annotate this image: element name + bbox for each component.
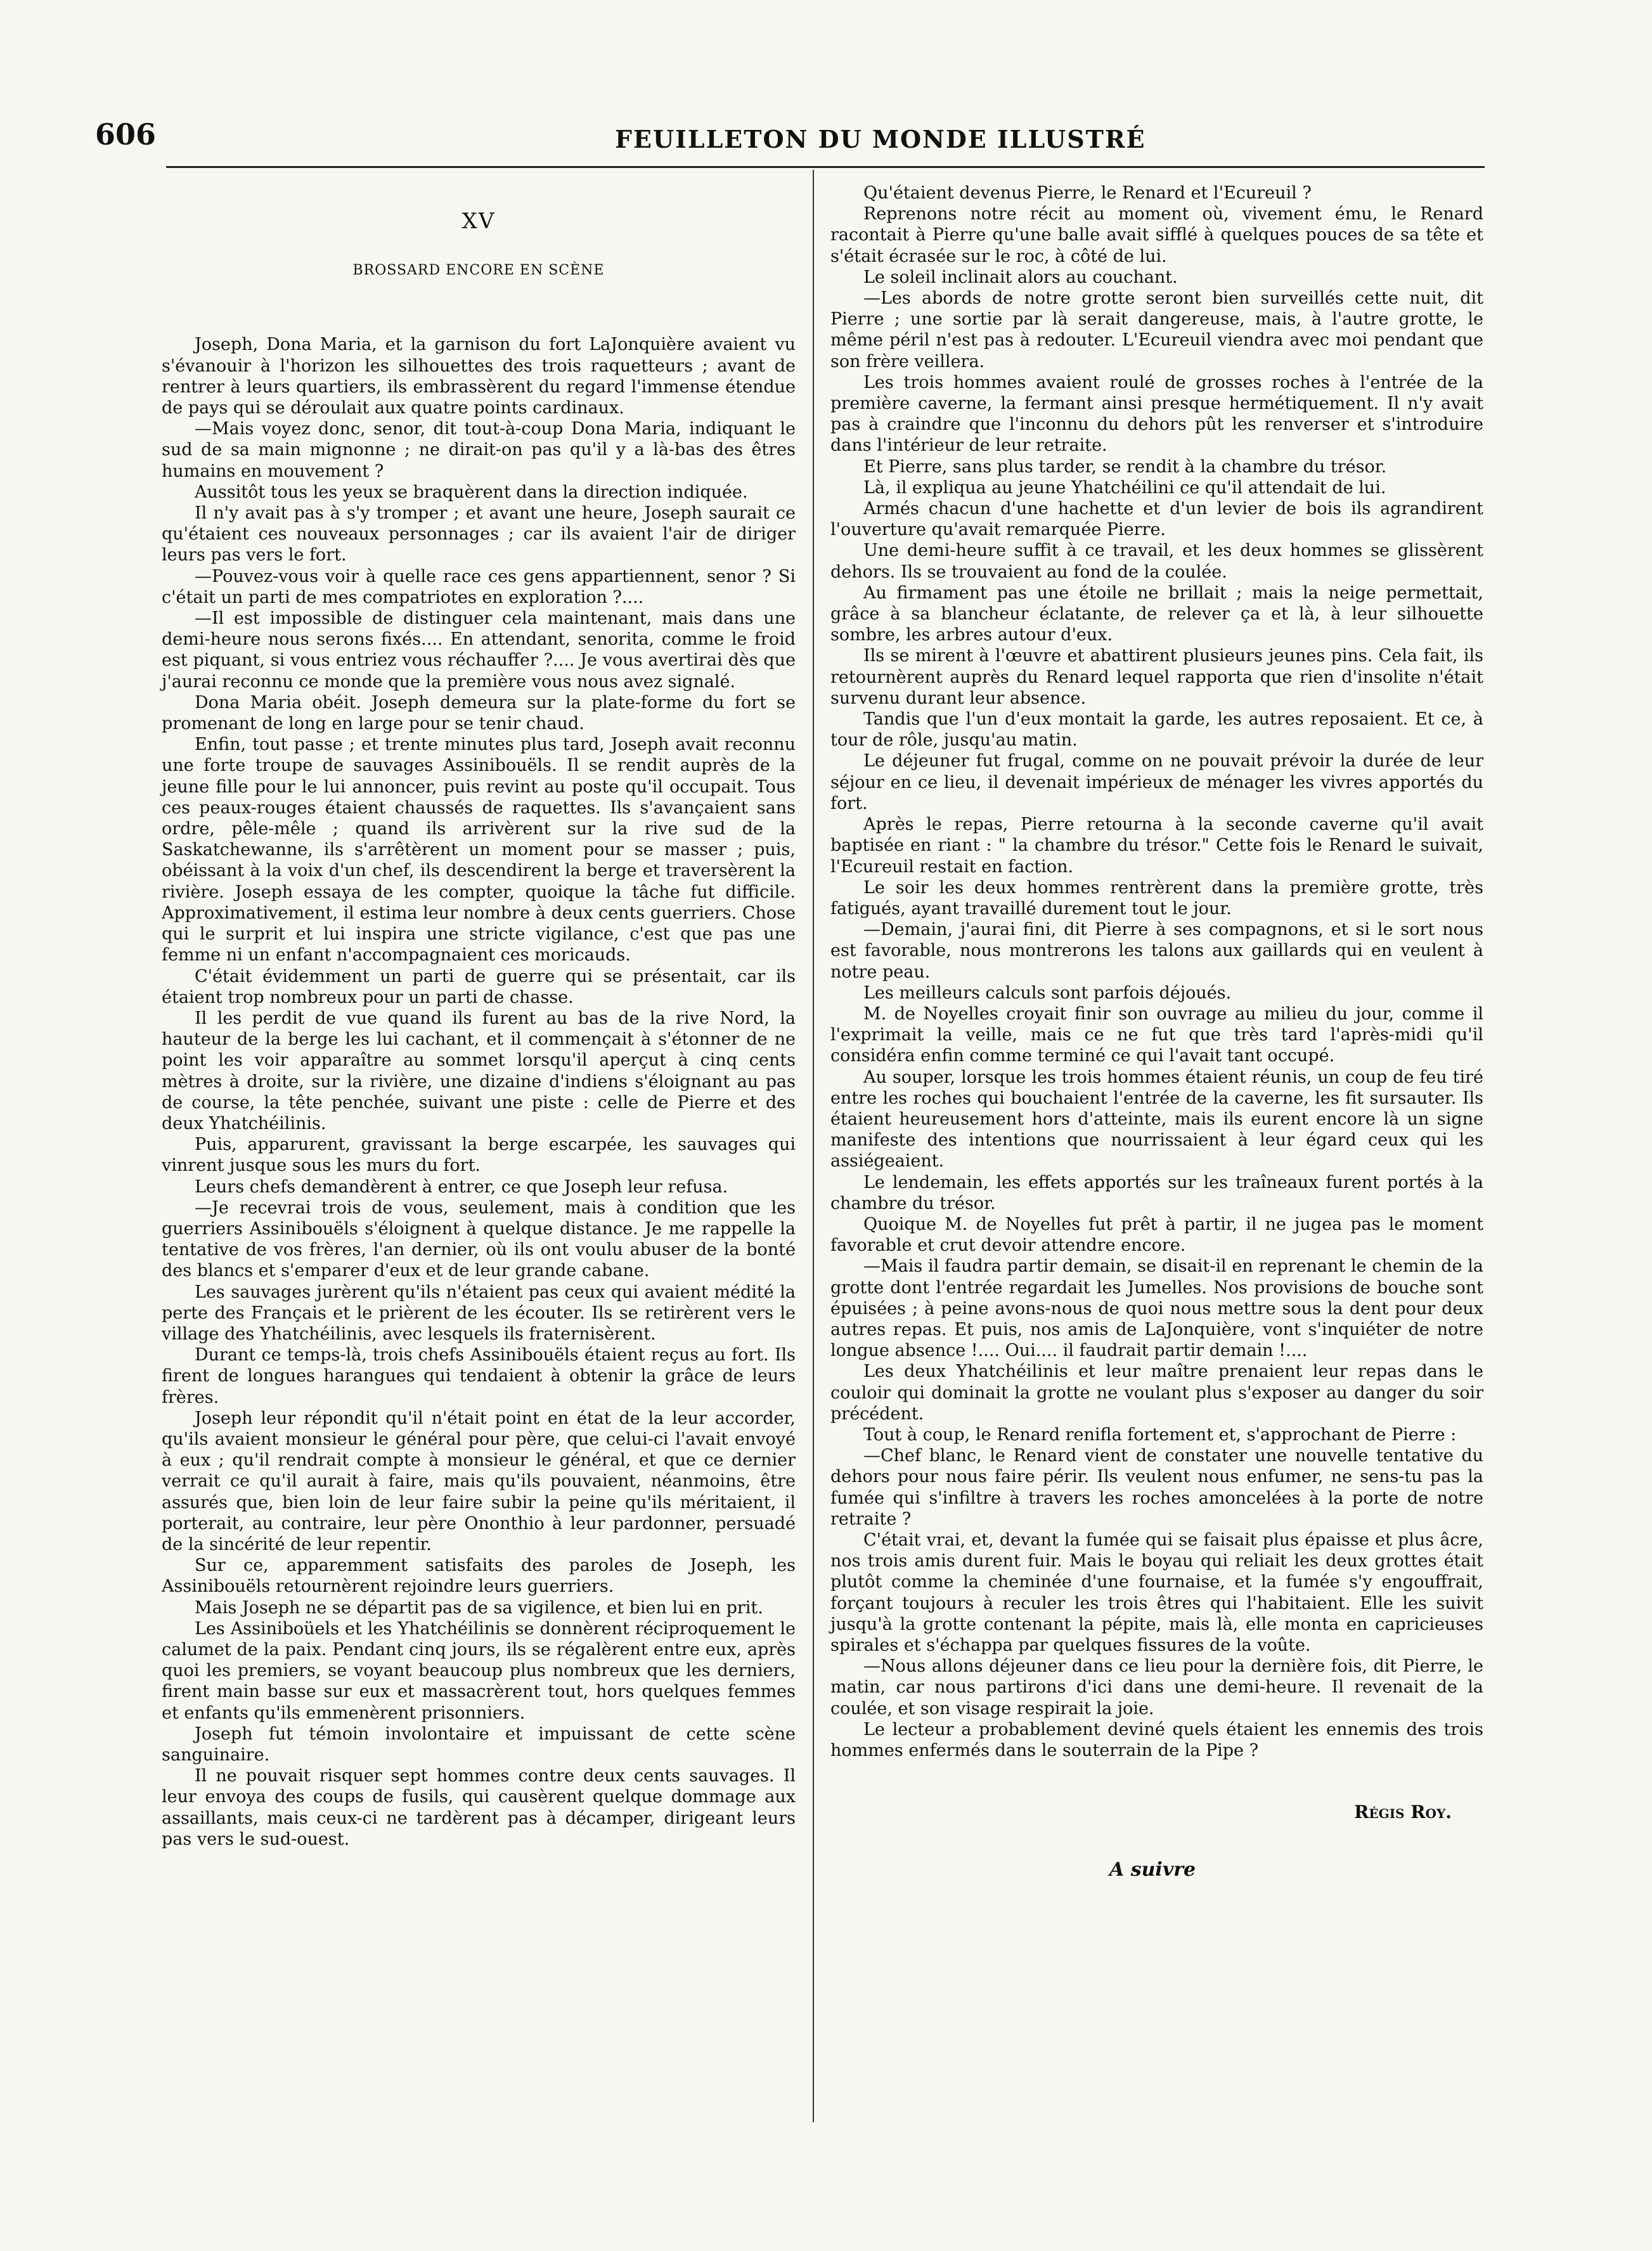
paragraph: M. de Noyelles croyait finir son ouvrage au milieu du jour, comme il l'exprimait la veille, mais ce ne fut que très tard l'après-midi qu'il considéra enfin comme terminé ce qui l'avait tant occupé. (830, 1003, 1483, 1066)
chapter-title: BROSSARD ENCORE EN SCÈNE (352, 262, 605, 279)
paragraph: Durant ce temps-là, trois chefs Assinibouëls étaient reçus au fort. Ils firent de longues harangues qui tendaient à obtenir la grâce de leurs frères. (162, 1345, 796, 1407)
paragraph: Au firmament pas une étoile ne brillait ; mais la neige permettait, grâce à sa blancheur éclatante, de relever ça et là, à leur silhouette sombre, les arbres autour d'eux. (830, 583, 1483, 645)
paragraph: Il les perdit de vue quand ils furent au bas de la rive Nord, la hauteur de la berge les lui cachant, et il commençait à s'étonner de ne point les voir apparaître au sommet lorsqu'il aperçut à cinq cents mètres à droite, sur la rivière, une dizaine d'indiens s'éloignant au pas de course, la tête penchée, suivant une piste : celle de Pierre et des deux Yhatchéilinis. (162, 1008, 796, 1133)
paragraph: Leurs chefs demandèrent à entrer, ce que Joseph leur refusa. (195, 1177, 728, 1197)
paragraph: —Je recevrai trois de vous, seulement, mais à condition que les guerriers Assinibouëls s'éloignent à quelque distance. Je me rappelle la tentative de vos frères, l'an dernier, où ils ont voulu abuser de la bonté des blancs et s'emparer d'eux et de leur grande cabane. (162, 1197, 796, 1281)
paragraph: —Mais voyez donc, senor, dit tout-à-coup Dona Maria, indiquant le sud de sa main mignonne ; ne dirait-on pas qu'il y a là-bas des êtres humains en mouvement ? (162, 419, 796, 481)
paragraph: Une demi-heure suffit à ce travail, et les deux hommes se glissèrent dehors. Ils se trouvaient au fond de la coulée. (830, 541, 1483, 582)
paragraph: Enfin, tout passe ; et trente minutes plus tard, Joseph avait reconnu une forte troupe de sauvages Assinibouëls. Il se rendit auprès de la jeune fille pour le lui annoncer, puis revint au poste qu'il occupait. Tous ces peaux-rouges étaient chaussés de raquettes. Ils s'avançaient sans ordre, pêle-mêle ; quand ils arrivèrent sur la rive sud de la Saskatchewanne, ils s'arrêtèrent un moment pour se masser ; puis, obéissant à la voix d'un chef, ils descendirent la berge et traversèrent la rivière. Joseph essaya de les compter, quoique la tâche fut difficile. Approximativement, il estima leur nombre à deux cents guerriers. Chose qui le surprit et lui inspira une stricte vigilance, c'est que pas une femme ni un enfant n'accompagnaient ces moricauds. (162, 735, 796, 965)
paragraph: Le lecteur a probablement deviné quels étaient les ennemis des trois hommes enfermés dans le souterrain de la Pipe ? (830, 1719, 1483, 1761)
paragraph: Tandis que l'un d'eux montait la garde, les autres reposaient. Et ce, à tour de rôle, jusqu'au matin. (830, 709, 1483, 751)
paragraph: —Pouvez-vous voir à quelle race ces gens appartiennent, senor ? Si c'était un parti de mes compatriotes en exploration ?.... (162, 566, 796, 607)
paragraph: Les deux Yhatchéilinis et leur maître prenaient leur repas dans le couloir qui dominait la grotte ne voulant plus s'exposer au danger du soir précédent. (830, 1362, 1483, 1424)
page-number: 606 (95, 117, 157, 152)
paragraph: Les meilleurs calculs sont parfois déjoués. (863, 983, 1232, 1003)
paragraph: Armés chacun d'une hachette et d'un levier de bois ils agrandirent l'ouverture qu'avait remarquée Pierre. (830, 499, 1483, 540)
running-title: FEUILLETON DU MONDE ILLUSTRÉ (615, 125, 1146, 153)
paragraph: C'était évidemment un parti de guerre qui se présentait, car ils étaient trop nombreux pour un parti de chasse. (162, 966, 796, 1007)
paragraph: Joseph, Dona Maria, et la garnison du fort LaJonquière avaient vu s'évanouir à l'horizon les silhouettes des trois raquetteurs ; avant de rentrer à leurs quartiers, ils embrassèrent du regard l'immense étendue de pays qui se déroulait aux quatre points cardinaux. (162, 335, 796, 418)
paragraph: —Chef blanc, le Renard vient de constater une nouvelle tentative du dehors pour nous faire périr. Ils veulent nous enfumer, ne sens-tu pas la fumée qui s'infiltre à travers les roches amoncelées à la porte de notre retraite ? (830, 1446, 1483, 1529)
paragraph: Le soir les deux hommes rentrèrent dans la première grotte, très fatigués, ayant travaillé durement tout le jour. (830, 877, 1483, 919)
paragraph: Joseph leur répondit qu'il n'était point en état de la leur accorder, qu'ils avaient monsieur le général pour père, que celui-ci l'avait envoyé à eux ; qu'il rendrait compte à monsieur le général, et que ce dernier verrait ce qu'il aurait à faire, mais qu'ils pouvaient, néanmoins, être assurés que, bien loin de leur faire subir la peine qu'ils méritaient, il porterait, au contraire, leur père Ononthio à leur pardonner, persuadé de la sincérité de leur repentir. (162, 1408, 796, 1554)
left-column (162, 181, 796, 1850)
paragraph: Le soleil inclinait alors au couchant. (863, 267, 1178, 287)
paragraph: Le déjeuner fut frugal, comme on ne pouvait prévoir la durée de leur séjour en ce lieu, il devenait impérieux de ménager les vivres apportés du fort. (830, 751, 1483, 813)
paragraph: Ils se mirent à l'œuvre et abattirent plusieurs jeunes pins. Cela fait, ils retournèrent auprès du Renard lequel rapporta que rien d'insolite n'était survenu durant leur absence. (830, 646, 1483, 708)
paragraph: —Demain, j'aurai fini, dit Pierre à ses compagnons, et si le sort nous est favorable, nous montrerons les talons aux gaillards qui en veulent à notre peau. (830, 920, 1483, 982)
paragraph: Aussitôt tous les yeux se braquèrent dans la direction indiquée. (195, 482, 748, 502)
paragraph: Sur ce, apparemment satisfaits des paroles de Joseph, les Assinibouëls retournèrent rejoindre leurs guerriers. (162, 1556, 796, 1597)
paragraph: Il ne pouvait risquer sept hommes contre deux cents sauvages. Il leur envoya des coups de fusils, qui causèrent quelque dommage aux assaillants, mais ceux-ci ne tardèrent pas à décamper, dirigeant leurs pas vers le sud-ouest. (162, 1766, 796, 1849)
paragraph: Et Pierre, sans plus tarder, se rendit à la chambre du trésor. (863, 456, 1387, 477)
paragraph: Joseph fut témoin involontaire et impuissant de cette scène sanguinaire. (162, 1724, 796, 1765)
paragraph: Les sauvages jurèrent qu'ils n'étaient pas ceux qui avaient médité la perte des Français et le prièrent de les écouter. Ils se retirèrent vers le village des Yhatchéilinis, avec lesquels ils fraternisèrent. (162, 1282, 796, 1344)
author-signature: Régis Roy. (1354, 1802, 1452, 1823)
paragraph: —Nous allons déjeuner dans ce lieu pour la dernière fois, dit Pierre, le matin, car nous partirons d'ici dans une demi-heure. Il revenait de la coulée, et son visage respirait la joie. (830, 1656, 1483, 1719)
paragraph: —Les abords de notre grotte seront bien surveillés cette nuit, dit Pierre ; une sortie par là serait dangereuse, mais, à l'autre grotte, le même péril n'est pas à redouter. L'Ecureuil viendra avec moi pendant que son frère veillera. (830, 288, 1483, 371)
paragraph: —Mais il faudra partir demain, se disait-il en reprenant le chemin de la grotte dont l'entrée regardait les Jumelles. Nos provisions de bouche sont épuisées ; à peine avons-nous de quoi nous mettre sous la dent pour deux autres repas. Et puis, nos amis de LaJonquière, vont s'inquiéter de notre longue absence !.... Oui.... il faudrait partir demain !.... (830, 1256, 1483, 1361)
paragraph: Le lendemain, les effets apportés sur les traîneaux furent portés à la chambre du trésor. (830, 1172, 1483, 1213)
paragraph: Tout à coup, le Renard renifla fortement et, s'approchant de Pierre : (863, 1424, 1457, 1445)
chapter-number: XV (461, 209, 496, 234)
right-column (830, 183, 1483, 1881)
paragraph: Mais Joseph ne se départit pas de sa vigilence, et bien lui en prit. (195, 1597, 763, 1618)
paragraph: Reprenons notre récit au moment où, vivement ému, le Renard racontait à Pierre qu'une balle avait sifflé à quelques pouces de sa tête et s'était écrasée sur le roc, à côté de lui. (830, 204, 1483, 266)
page-header (95, 117, 1499, 162)
paragraph: Dona Maria obéit. Joseph demeura sur la plate-forme du fort se promenant de long en large pour se tenir chaud. (162, 692, 796, 734)
paragraph: Au souper, lorsque les trois hommes étaient réunis, un coup de feu tiré entre les roches qui bouchaient l'entrée de la caverne, les fit sursauter. Ils étaient heureusement hors d'atteinte, mais ils eurent encore là un signe manifeste des intentions que nourrissaient à leur égard ceux qui les assiégeaient. (830, 1067, 1483, 1171)
paragraph: C'était vrai, et, devant la fumée qui se faisait plus épaisse et plus âcre, nos trois amis durent fuir. Mais le boyau qui reliait les deux grottes était plutôt comme la cheminée d'une fournaise, et la fumée s'y engouffrait, forçant toujours à reculer les trois êtres qui l'habitaient. Elle les suivit jusqu'à la grotte contenant la pépite, mais là, elle monta en capricieuses spirales et s'échappa par quelques fissures de la voûte. (830, 1530, 1483, 1656)
paragraph: Les trois hommes avaient roulé de grosses roches à l'entrée de la première caverne, la fermant ainsi presque hermétiquement. Il n'y avait pas à craindre que l'inconnu du dehors pût les renverser et s'introduire dans l'intérieur de leur retraite. (830, 372, 1483, 456)
column-divider (813, 170, 814, 2122)
paragraph: Quoique M. de Noyelles fut prêt à partir, il ne jugea pas le moment favorable et crut devoir attendre encore. (830, 1214, 1483, 1256)
paragraph: Les Assiniboüels et les Yhatchéilinis se donnèrent réciproquement le calumet de la paix. Pendant cinq jours, ils se régalèrent entre eux, après quoi les premiers, se voyant beaucoup plus nombreux que les derniers, firent main basse sur eux et massacrèrent tout, hors quelques femmes et enfants qu'ils emmenèrent prisonniers. (162, 1618, 796, 1723)
paragraph: Là, il expliqua au jeune Yhatchéilini ce qu'il attendait de lui. (863, 477, 1386, 498)
paragraph: Après le repas, Pierre retourna à la seconde caverne qu'il avait baptisée en riant : " la chambre du trésor." Cette fois le Renard le suivait, l'Ecureuil restait en faction. (830, 815, 1483, 877)
paragraph: Puis, apparurent, gravissant la berge escarpée, les sauvages qui vinrent jusque sous les murs du fort. (162, 1135, 796, 1176)
paragraph: Il n'y avait pas à s'y tromper ; et avant une heure, Joseph saurait ce qu'étaient ces nouveaux personnages ; car ils avaient l'air de diriger leurs pas vers le fort. (162, 503, 796, 565)
to-be-continued: A suivre (1109, 1859, 1196, 1881)
paragraph: —Il est impossible de distinguer cela maintenant, mais dans une demi-heure nous serons fixés.... En attendant, senorita, comme le froid est piquant, si vous entriez vous réchauffer ?.... Je vous avertirai dès que j'aurai reconnu ce monde que la première vous nous avez signalé. (162, 609, 796, 692)
header-rule (166, 166, 1485, 168)
paragraph: Qu'étaient devenus Pierre, le Renard et l'Ecureuil ? (863, 183, 1312, 203)
